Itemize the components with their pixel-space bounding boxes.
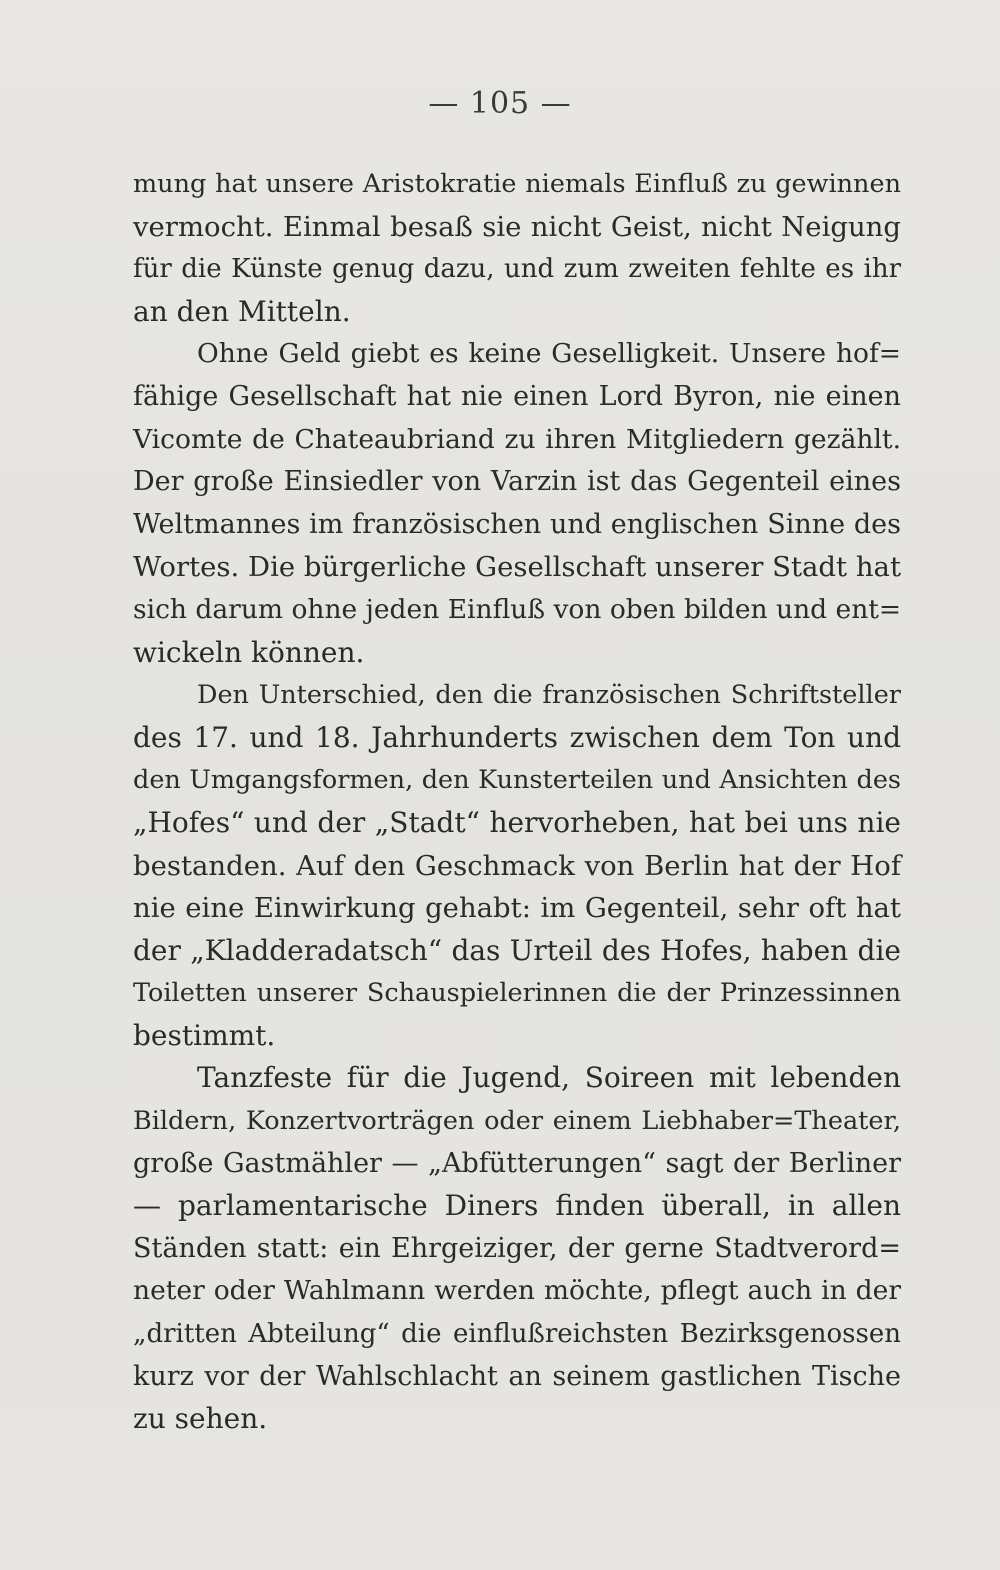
- text-line: nie eine Einwirkung gehabt: im Gegenteil, sehr oft hat: [133, 892, 901, 925]
- text-line: Vicomte de Chateaubriand zu ihren Mitgliedern gezählt.: [133, 423, 901, 455]
- text-line: für die Künste genug dazu, und zum zweiten fehlte es ihr: [133, 254, 901, 285]
- text-line: sich darum ohne jeden Einfluß von oben bilden und ent=: [133, 593, 902, 625]
- text-line: den Umgangsformen, den Kunsterteilen und Ansichten des: [133, 765, 901, 796]
- text-line: Bildern, Konzertvorträgen oder einem Liebhaber=Theater,: [133, 1106, 901, 1137]
- text-line: „dritten Abteilung“ die einflußreichsten Bezirksgenossen: [133, 1319, 901, 1350]
- text-line: Weltmannes im französischen und englischen Sinne des: [133, 508, 901, 540]
- text-line: des 17. und 18. Jahrhunderts zwischen dem Ton und: [133, 720, 901, 754]
- paragraph-4: [133, 1057, 901, 1440]
- text-line: Ständen statt: ein Ehrgeiziger, der gerne Stadtverord=: [133, 1232, 901, 1264]
- text-line: Toiletten unserer Schauspielerinnen die der Prinzessinnen: [133, 978, 901, 1009]
- text-line: kurz vor der Wahlschlacht an seinem gastlichen Tische: [133, 1360, 901, 1392]
- text-line: neter oder Wahlmann werden möchte, pflegt auch in der: [133, 1275, 901, 1307]
- text-line: Tanzfeste für die Jugend, Soireen mit lebenden: [197, 1061, 901, 1095]
- text-line: bestimmt.: [133, 1018, 276, 1052]
- text-line: an den Mitteln.: [133, 294, 351, 328]
- text-line: der „Kladderadatsch“ das Urteil des Hofes, haben die: [133, 933, 901, 967]
- text-line: vermocht. Einmal besaß sie nicht Geist, nicht Neigung: [133, 210, 901, 243]
- text-line: fähige Gesellschaft hat nie einen Lord Byron, nie einen: [133, 380, 901, 412]
- text-line: Wortes. Die bürgerliche Gesellschaft unserer Stadt hat: [133, 551, 901, 584]
- page-number: — 105 —: [428, 86, 572, 121]
- text-line: große Gastmähler — „Abfütterungen“ sagt der Berliner: [133, 1147, 901, 1179]
- text-line: Der große Einsiedler von Varzin ist das Gegenteil eines: [133, 466, 901, 498]
- text-line: zu sehen.: [133, 1402, 268, 1436]
- text-line: — parlamentarische Diners finden überall, in allen: [133, 1189, 901, 1223]
- text-line: wickeln können.: [133, 635, 365, 669]
- text-line: „Hofes“ und der „Stadt“ hervorheben, hat bei uns nie: [133, 805, 901, 839]
- paragraph-1: [133, 163, 901, 333]
- paragraph-2: [133, 333, 901, 674]
- body-text: [133, 163, 901, 1441]
- text-line: Den Unterschied, den die französischen Schriftsteller: [197, 680, 901, 711]
- text-line: bestanden. Auf den Geschmack von Berlin hat der Hof: [133, 849, 901, 882]
- paragraph-3: [133, 674, 901, 1057]
- text-line: mung hat unsere Aristokratie niemals Einfluß zu gewinnen: [133, 169, 901, 199]
- text-line: Ohne Geld giebt es keine Geselligkeit. Unsere hof=: [197, 338, 901, 370]
